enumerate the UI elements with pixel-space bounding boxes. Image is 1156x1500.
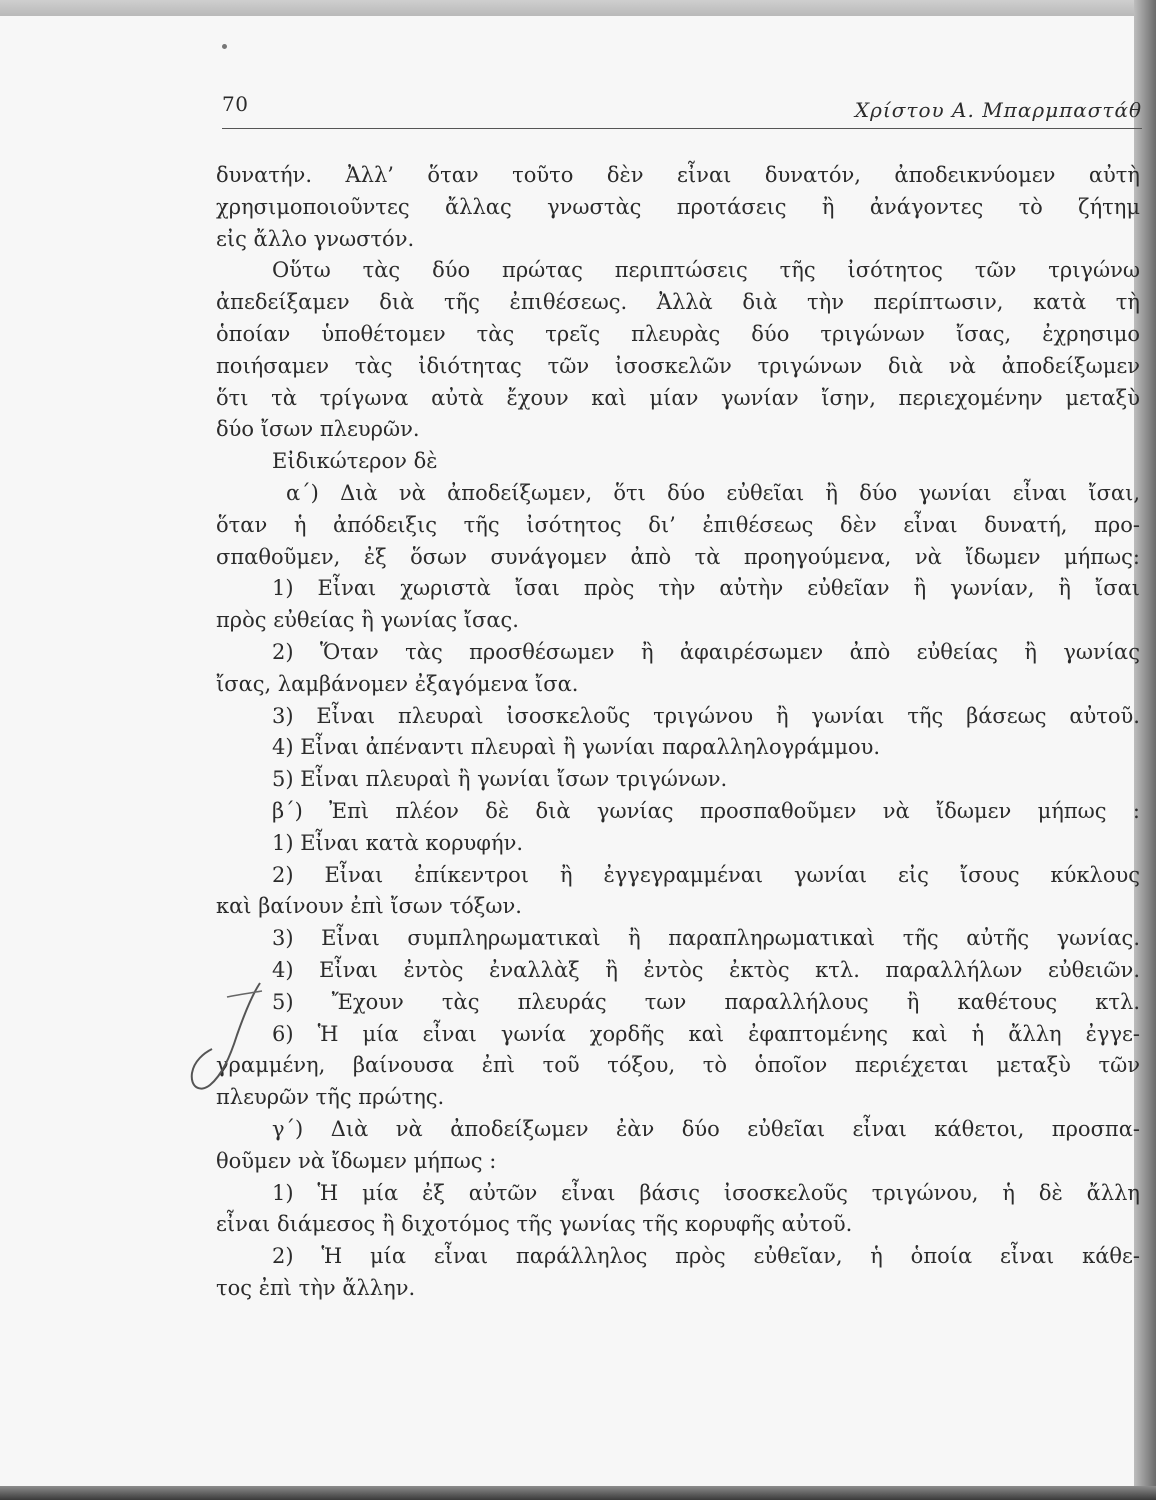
text-line: 1) Εἶναι χωριστὰ ἴσαι πρὸς τὴν αὐτὴν εὐθεῖαν ἢ γωνίαν, ἢ ἴσαι xyxy=(272,576,1140,601)
text-line: σπαθοῦμεν, ἐξ ὅσων συνάγομεν ἀπὸ τὰ προηγούμενα, νὰ ἴδωμεν μήπως: xyxy=(216,544,1140,569)
text-line: θοῦμεν νὰ ἴδωμεν μήπως : xyxy=(216,1148,497,1173)
text-line: 5) Ἔχουν τὰς πλευράς των παραλλήλους ἢ καθέτους κτλ. xyxy=(272,989,1140,1014)
ink-speck xyxy=(222,44,227,49)
running-head: Χρίστου Α. Μπαρμπαστάθ xyxy=(854,98,1142,122)
body-text xyxy=(216,160,1140,1305)
text-line: Οὕτω τὰς δύο πρώτας περιπτώσεις τῆς ἰσότητος τῶν τριγώνω xyxy=(272,258,1140,283)
text-line: ὁποίαν ὑποθέτομεν τὰς τρεῖς πλευρὰς δύο τριγώνων ἴσας, ἐχρησιμο xyxy=(216,321,1140,346)
scan-top-edge xyxy=(0,0,1156,16)
text-line: ποιήσαμεν τὰς ἰδιότητας τῶν ἰσοσκελῶν τριγώνων διὰ νὰ ἀποδείξωμεν xyxy=(216,353,1140,378)
text-line: α΄) Διὰ νὰ ἀποδείξωμεν, ὅτι δύο εὐθεῖαι ἢ δύο γωνίαι εἶναι ἴσαι, xyxy=(286,480,1140,505)
text-line: τος ἐπὶ τὴν ἄλλην. xyxy=(216,1275,416,1300)
text-line: 1) Εἶναι κατὰ κορυφήν. xyxy=(272,830,524,855)
text-line: 2) Ἡ μία εἶναι παράλληλος πρὸς εὐθεῖαν, ἡ ὁποία εἶναι κάθε- xyxy=(272,1244,1140,1269)
text-line: 4) Εἶναι ἀπέναντι πλευραὶ ἢ γωνίαι παραλληλογράμμου. xyxy=(272,735,881,760)
text-line: 2) Εἶναι ἐπίκεντροι ἢ ἐγγεγραμμέναι γωνίαι εἰς ἴσους κύκλους xyxy=(272,862,1140,887)
text-line: εἰς ἄλλο γνωστόν. xyxy=(216,226,415,251)
text-line: 6) Ἡ μία εἶναι γωνία χορδῆς καὶ ἐφαπτομένης καὶ ἡ ἄλλη ἐγγε- xyxy=(272,1021,1140,1046)
text-line: πρὸς εὐθείας ἢ γωνίας ἴσας. xyxy=(216,608,519,633)
text-line: καὶ βαίνουν ἐπὶ ἴσων τόξων. xyxy=(216,894,522,919)
text-line: 1) Ἡ μία ἐξ αὐτῶν εἶναι βάσις ἰσοσκελοῦς τριγώνου, ἡ δὲ ἄλλη xyxy=(272,1180,1140,1205)
header-rule xyxy=(222,128,1142,129)
text-line: δύο ἴσων πλευρῶν. xyxy=(216,417,420,442)
text-line: 3) Εἶναι πλευραὶ ἰσοσκελοῦς τριγώνου ἢ γωνίαι τῆς βάσεως αὐτοῦ. xyxy=(272,703,1140,728)
text-line: ἴσας, λαμβάνομεν ἐξαγόμενα ἴσα. xyxy=(216,671,579,696)
text-line: 4) Εἶναι ἐντὸς ἐναλλὰξ ἢ ἐντὸς ἐκτὸς κτλ. παραλλήλων εὐθειῶν. xyxy=(272,957,1140,982)
text-line: γ΄) Διὰ νὰ ἀποδείξωμεν ἐὰν δύο εὐθεῖαι εἶναι κάθετοι, προσπα- xyxy=(272,1116,1140,1141)
text-line: 5) Εἶναι πλευραὶ ἢ γωνίαι ἴσων τριγώνων. xyxy=(272,767,728,792)
text-line: πλευρῶν τῆς πρώτης. xyxy=(216,1085,445,1110)
text-line: ὅτι τὰ τρίγωνα αὐτὰ ἔχουν καὶ μίαν γωνίαν ἴσην, περιεχομένην μεταξὺ xyxy=(216,385,1140,410)
text-line: β΄) Ἐπὶ πλέον δὲ διὰ γωνίας προσπαθοῦμεν νὰ ἴδωμεν μήπως : xyxy=(272,798,1140,823)
scan-bottom-edge xyxy=(0,1486,1156,1500)
text-line: δυνατήν. Ἀλλ’ ὅταν τοῦτο δὲν εἶναι δυνατόν, ἀποδεικνύομεν αὐτὴ xyxy=(216,163,1140,187)
text-line: εἶναι διάμεσος ἢ διχοτόμος τῆς γωνίας τῆς κορυφῆς αὐτοῦ. xyxy=(216,1212,853,1237)
text-line: ὅταν ἡ ἀπόδειξις τῆς ἰσότητος δι’ ἐπιθέσεως δὲν εἶναι δυνατή, προ- xyxy=(216,512,1140,537)
text-line: ἀπεδείξαμεν διὰ τῆς ἐπιθέσεως. Ἀλλὰ διὰ τὴν περίπτωσιν, κατὰ τὴ xyxy=(216,290,1140,315)
text-line: γραμμένη, βαίνουσα ἐπὶ τοῦ τόξου, τὸ ὁποῖον περιέχεται μεταξὺ τῶν xyxy=(216,1053,1140,1078)
text-line: Εἰδικώτερον δὲ xyxy=(272,449,438,474)
text-line: χρησιμοποιοῦντες ἄλλας γνωστὰς προτάσεις ἢ ἀνάγοντες τὸ ζήτημ xyxy=(216,194,1140,219)
text-line: 3) Εἶναι συμπληρωματικαὶ ἢ παραπληρωματικαὶ τῆς αὐτῆς γωνίας. xyxy=(272,926,1140,951)
text-line: 2) Ὅταν τὰς προσθέσωμεν ἢ ἀφαιρέσωμεν ἀπὸ εὐθείας ἢ γωνίας xyxy=(272,639,1140,664)
page-header xyxy=(222,92,1142,122)
handwritten-mark xyxy=(182,975,272,1095)
page-number: 70 xyxy=(222,92,249,116)
